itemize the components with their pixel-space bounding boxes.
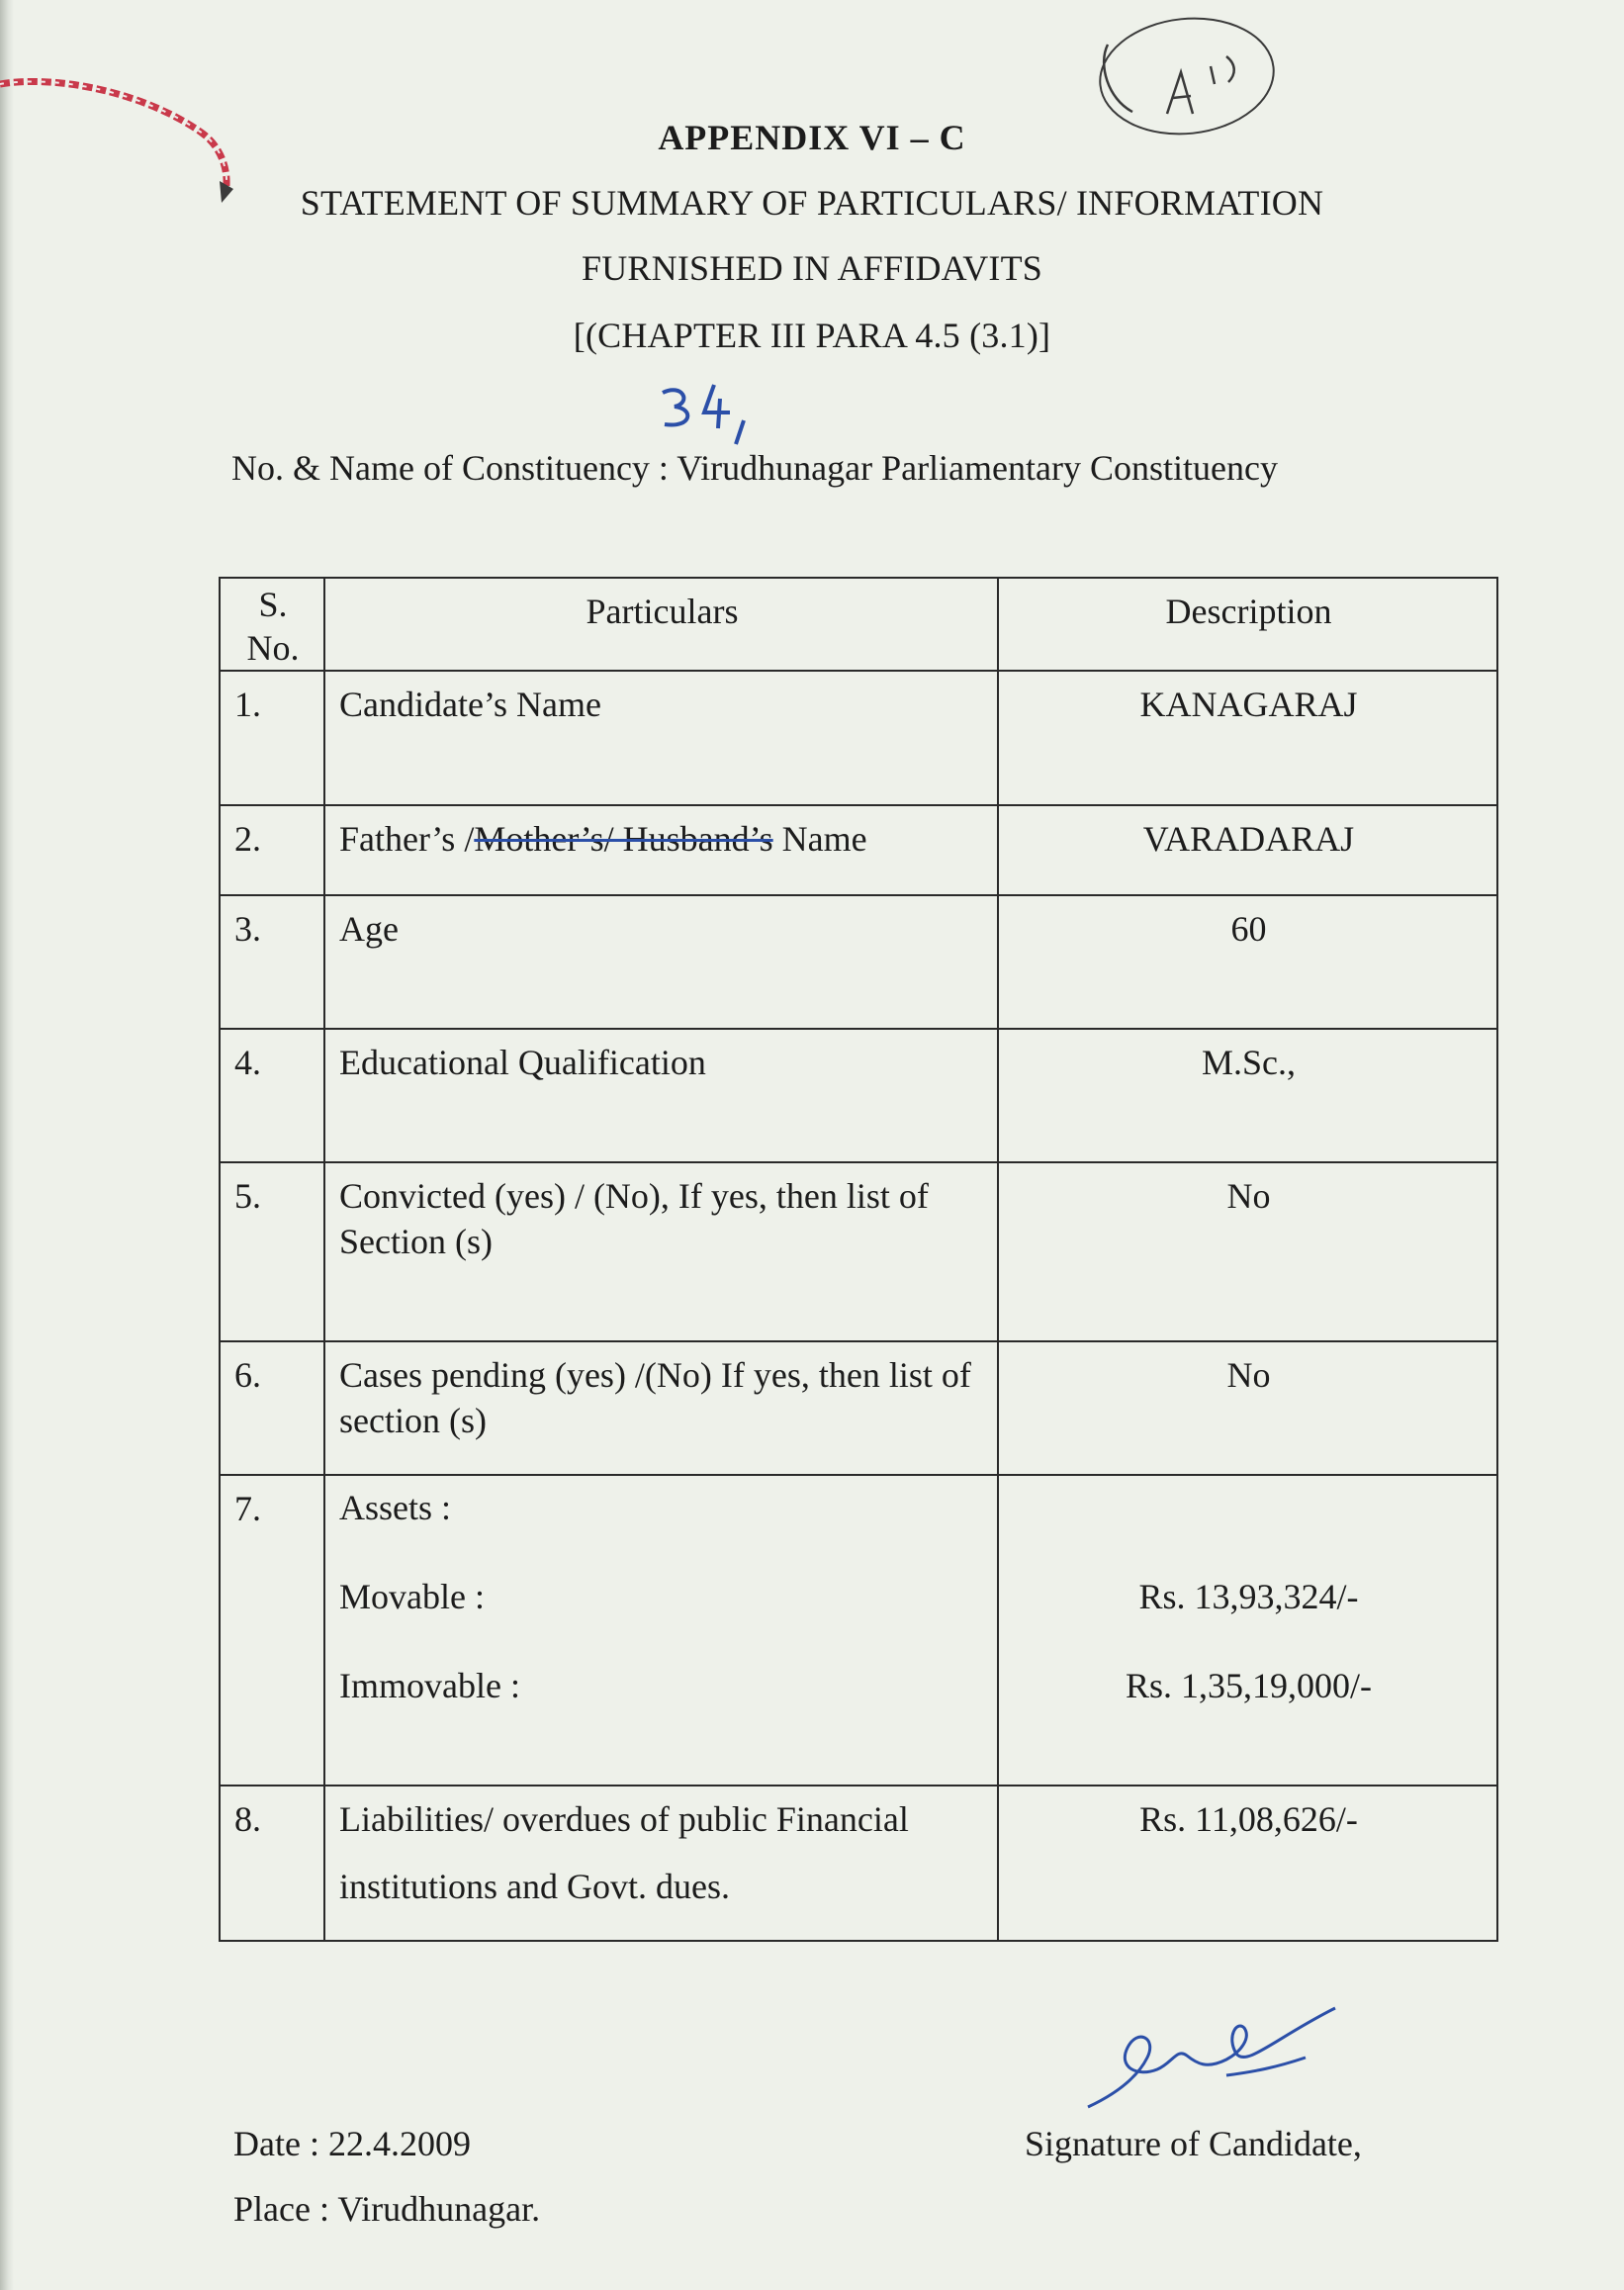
liabilities-line2: institutions and Govt. dues. bbox=[339, 1867, 730, 1906]
row-number: 3. bbox=[220, 895, 324, 1029]
row-number: 7. bbox=[220, 1475, 324, 1786]
row-number: 6. bbox=[220, 1341, 324, 1475]
assets-label: Assets : bbox=[339, 1488, 452, 1527]
row-particular: Candidate’s Name bbox=[324, 671, 998, 805]
statement-subtitle: FURNISHED IN AFFIDAVITS bbox=[581, 248, 1042, 288]
table-row bbox=[220, 1341, 1497, 1475]
date-value: : 22.4.2009 bbox=[309, 2124, 471, 2163]
struck-text: Mother’s/ Husband’s bbox=[474, 819, 773, 859]
table-row bbox=[220, 671, 1497, 805]
row-particular: Convicted (yes) / (No), If yes, then list of Section (s) bbox=[324, 1162, 998, 1341]
handwritten-constituency-number bbox=[653, 381, 762, 450]
table-row bbox=[220, 1475, 1497, 1786]
sno-header-line1: S. bbox=[258, 585, 288, 624]
particulars-header: Particulars bbox=[324, 578, 998, 671]
row-description: Rs. 11,08,626/- bbox=[998, 1786, 1497, 1941]
sno-header bbox=[220, 578, 324, 671]
date-label: Date bbox=[233, 2124, 301, 2163]
row-particular bbox=[324, 805, 998, 895]
immovable-label: Immovable : bbox=[339, 1666, 520, 1705]
movable-value: Rs. 13,93,324/- bbox=[1138, 1577, 1359, 1616]
row-description: 60 bbox=[998, 895, 1497, 1029]
place-line bbox=[233, 2188, 540, 2230]
row-number: 1. bbox=[220, 671, 324, 805]
table-header-row bbox=[220, 578, 1497, 671]
constituency-line bbox=[231, 447, 1278, 489]
signature-label: Signature of Candidate, bbox=[1025, 2124, 1362, 2163]
row-number: 4. bbox=[220, 1029, 324, 1162]
row-particular: Educational Qualification bbox=[324, 1029, 998, 1162]
constituency-label: No. & Name of Constituency : bbox=[231, 448, 669, 488]
row-description: VARADARAJ bbox=[998, 805, 1497, 895]
constituency-name: Virudhunagar Parliamentary Constituency bbox=[677, 448, 1278, 488]
date-line bbox=[233, 2123, 471, 2164]
place-label: Place bbox=[233, 2189, 311, 2229]
table-row bbox=[220, 1786, 1497, 1941]
liabilities-line1: Liabilities/ overdues of public Financial bbox=[339, 1799, 909, 1839]
row-number: 2. bbox=[220, 805, 324, 895]
statement-title: STATEMENT OF SUMMARY OF PARTICULARS/ INFORMATION bbox=[300, 183, 1324, 223]
immovable-value: Rs. 1,35,19,000/- bbox=[1125, 1666, 1372, 1705]
particular-prefix: Father’s / bbox=[339, 819, 475, 859]
row-description: No bbox=[998, 1162, 1497, 1341]
row-description: KANAGARAJ bbox=[998, 671, 1497, 805]
table-row bbox=[220, 1029, 1497, 1162]
candidate-signature bbox=[1078, 1998, 1395, 2117]
table-row bbox=[220, 805, 1497, 895]
row-description: No bbox=[998, 1341, 1497, 1475]
row-description: M.Sc., bbox=[998, 1029, 1497, 1162]
description-header: Description bbox=[998, 578, 1497, 671]
table-row bbox=[220, 1162, 1497, 1341]
chapter-reference: [(CHAPTER III PARA 4.5 (3.1)] bbox=[573, 316, 1051, 355]
movable-label: Movable : bbox=[339, 1577, 485, 1616]
sno-header-line2: No. bbox=[246, 628, 300, 668]
particular-suffix: Name bbox=[772, 819, 867, 859]
particulars-table bbox=[219, 577, 1498, 1942]
row-particular bbox=[324, 1475, 998, 1786]
row-particular bbox=[324, 1786, 998, 1941]
row-number: 5. bbox=[220, 1162, 324, 1341]
row-particular: Age bbox=[324, 895, 998, 1029]
row-number: 8. bbox=[220, 1786, 324, 1941]
appendix-title: APPENDIX VI – C bbox=[658, 118, 966, 157]
row-particular: Cases pending (yes) /(No) If yes, then list of section (s) bbox=[324, 1341, 998, 1475]
row-description bbox=[998, 1475, 1497, 1786]
table-row bbox=[220, 895, 1497, 1029]
place-value: : Virudhunagar. bbox=[318, 2189, 541, 2229]
